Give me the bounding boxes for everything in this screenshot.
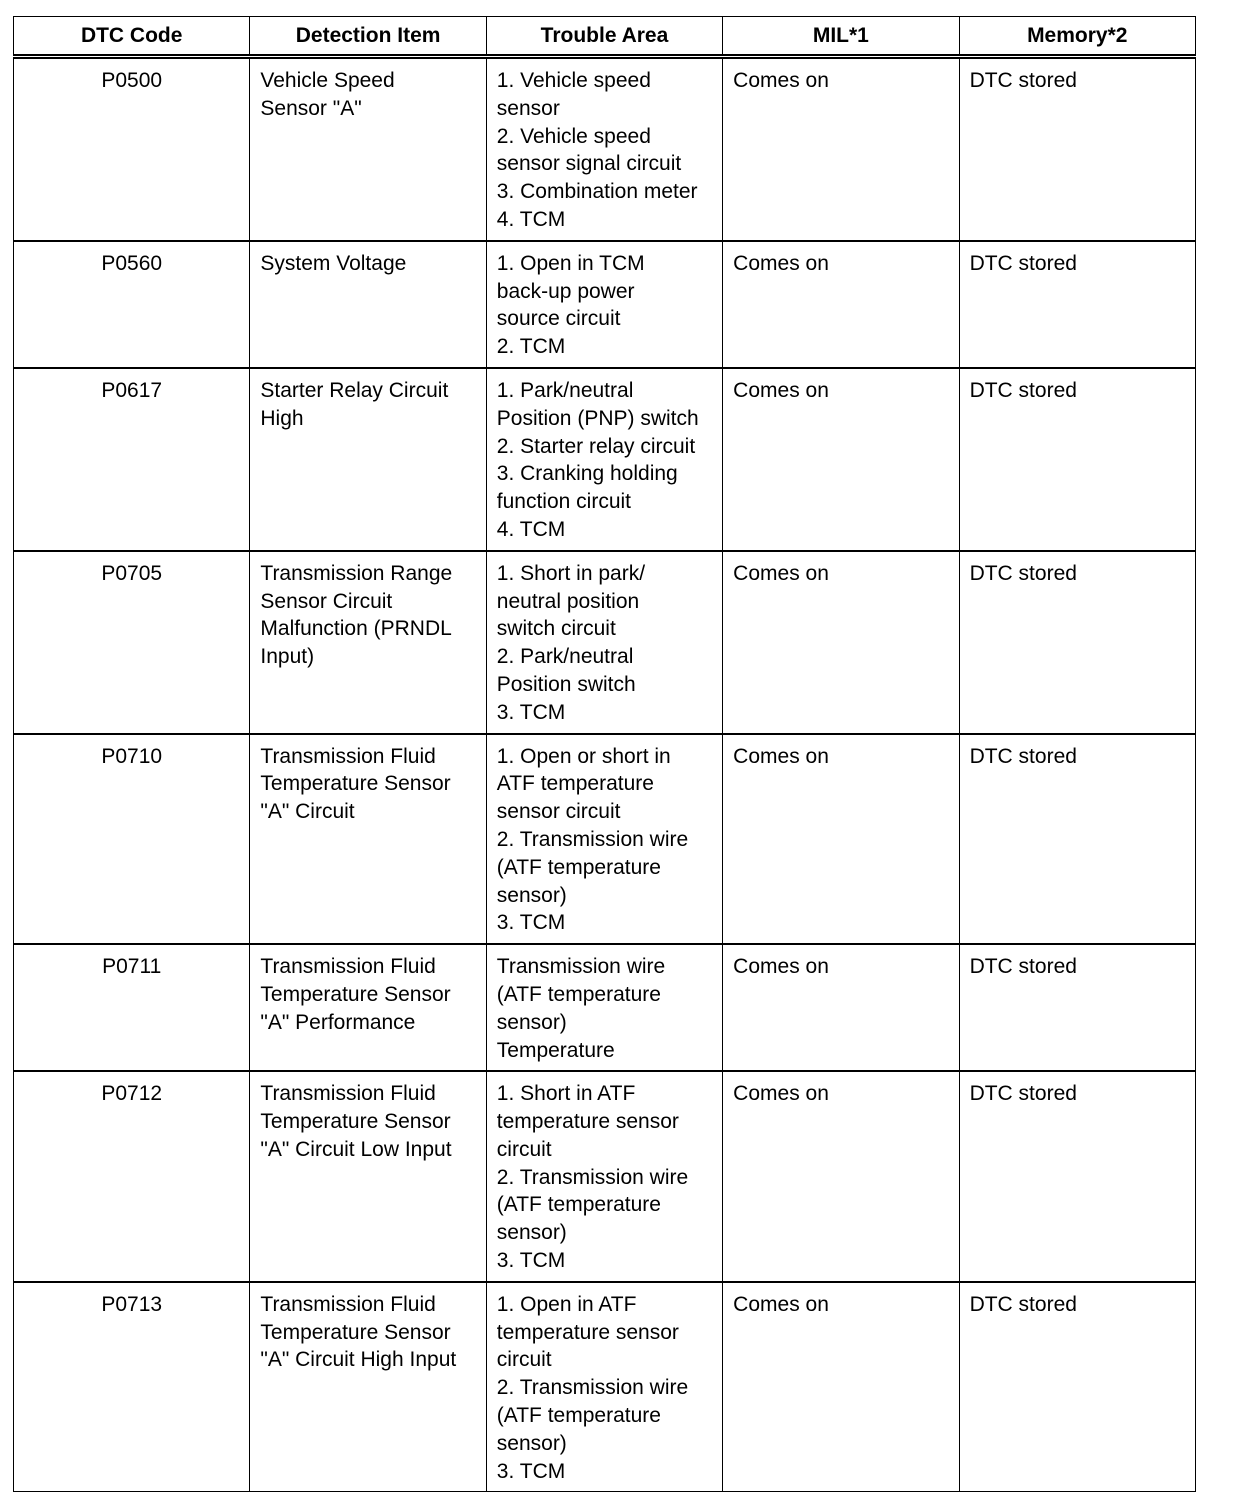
- trouble-area-cell: [486, 551, 722, 734]
- mil-cell: Comes on: [723, 1282, 959, 1492]
- table-row: [14, 551, 1196, 734]
- dtc-code-cell: P0617: [14, 368, 250, 551]
- dtc-code-cell: P0705: [14, 551, 250, 734]
- detection-item-cell-line: Transmission Fluid: [260, 1082, 436, 1106]
- mil-cell: Comes on: [723, 57, 959, 241]
- detection-item-cell: [250, 944, 486, 1071]
- trouble-area-cell-line: (ATF temperature: [496, 982, 661, 1006]
- trouble-area-cell-line: (ATF temperature: [496, 1404, 661, 1428]
- dtc-table: [13, 16, 1196, 1492]
- trouble-area-cell-line: sensor): [496, 1431, 567, 1455]
- mil-cell: Comes on: [723, 944, 959, 1071]
- dtc-code-cell: P0713: [14, 1282, 250, 1492]
- mil-cell: Comes on: [723, 551, 959, 734]
- trouble-area-cell: [486, 734, 722, 945]
- table-row: [14, 1282, 1196, 1492]
- table-header: [14, 17, 1196, 57]
- detection-item-cell-line: System Voltage: [260, 251, 407, 275]
- trouble-area-cell-line: 2. Starter relay circuit: [496, 434, 696, 458]
- trouble-area-cell-line: source circuit: [496, 307, 621, 331]
- detection-item-cell-line: Temperature Sensor: [260, 982, 451, 1006]
- detection-item-cell: [250, 1282, 486, 1492]
- trouble-area-cell: [486, 1071, 722, 1282]
- trouble-area-cell-line: function circuit: [496, 490, 632, 514]
- trouble-area-cell-line: 2. Transmission wire: [496, 1376, 689, 1400]
- detection-item-cell-line: Transmission Fluid: [260, 1292, 436, 1316]
- trouble-area-cell-line: sensor): [496, 1221, 567, 1245]
- trouble-area-cell-line: 3. TCM: [496, 1459, 566, 1483]
- trouble-area-cell-line: sensor circuit: [496, 800, 621, 824]
- table-row: [14, 368, 1196, 551]
- header-memory: Memory*2: [959, 17, 1195, 57]
- detection-item-cell-line: Temperature Sensor: [260, 1110, 451, 1134]
- trouble-area-cell-line: circuit: [496, 1348, 552, 1372]
- trouble-area-cell: [486, 1282, 722, 1492]
- trouble-area-cell-line: (ATF temperature: [496, 855, 661, 879]
- trouble-area-cell-line: ATF temperature: [496, 772, 654, 796]
- trouble-area-cell-line: 2. Vehicle speed: [496, 124, 651, 148]
- detection-item-cell-line: Temperature Sensor: [260, 1320, 451, 1344]
- mil-cell: Comes on: [723, 241, 959, 368]
- mil-cell: Comes on: [723, 368, 959, 551]
- detection-item-cell-line: Sensor "A": [260, 96, 362, 120]
- trouble-area-cell: [486, 368, 722, 551]
- detection-item-cell-line: High: [260, 406, 304, 430]
- detection-item-cell-line: "A" Performance: [260, 1010, 416, 1034]
- trouble-area-cell-line: switch circuit: [496, 617, 616, 641]
- header-trouble-area: Trouble Area: [486, 17, 722, 57]
- table-body: [14, 57, 1196, 1492]
- trouble-area-cell-line: 2. Park/neutral: [496, 645, 634, 669]
- trouble-area-cell: [486, 944, 722, 1071]
- mil-cell: Comes on: [723, 1071, 959, 1282]
- detection-item-cell-line: Transmission Fluid: [260, 744, 436, 768]
- memory-cell: DTC stored: [959, 551, 1195, 734]
- trouble-area-cell-line: 3. Cranking holding: [496, 462, 678, 486]
- detection-item-cell: [250, 241, 486, 368]
- table-row: [14, 734, 1196, 945]
- trouble-area-cell-line: circuit: [496, 1137, 552, 1161]
- trouble-area-cell-line: sensor): [496, 1010, 567, 1034]
- header-row: [14, 17, 1196, 57]
- dtc-code-cell: P0712: [14, 1071, 250, 1282]
- dtc-code-cell: P0711: [14, 944, 250, 1071]
- trouble-area-cell-line: 4. TCM: [496, 207, 566, 231]
- trouble-area-cell-line: Transmission wire: [496, 955, 666, 979]
- header-mil: MIL*1: [723, 17, 959, 57]
- detection-item-cell-line: "A" Circuit: [260, 800, 355, 824]
- detection-item-cell: [250, 1071, 486, 1282]
- detection-item-cell-line: Sensor Circuit: [260, 589, 393, 613]
- trouble-area-cell: [486, 57, 722, 241]
- trouble-area-cell-line: 2. Transmission wire: [496, 1165, 689, 1189]
- table-row: [14, 241, 1196, 368]
- detection-item-cell: [250, 57, 486, 241]
- trouble-area-cell-line: 3. TCM: [496, 1249, 566, 1273]
- memory-cell: DTC stored: [959, 57, 1195, 241]
- trouble-area-cell-line: 3. Combination meter: [496, 180, 698, 204]
- header-dtc-code: DTC Code: [14, 17, 250, 57]
- detection-item-cell: [250, 734, 486, 945]
- trouble-area-cell-line: sensor: [496, 96, 560, 120]
- detection-item-cell-line: Transmission Fluid: [260, 955, 436, 979]
- memory-cell: DTC stored: [959, 944, 1195, 1071]
- table-row: [14, 1071, 1196, 1282]
- trouble-area-cell: [486, 241, 722, 368]
- detection-item-cell-line: Starter Relay Circuit: [260, 378, 449, 402]
- trouble-area-cell-line: 2. TCM: [496, 335, 566, 359]
- detection-item-cell-line: Temperature Sensor: [260, 772, 451, 796]
- detection-item-cell-line: Transmission Range: [260, 561, 453, 585]
- trouble-area-cell-line: temperature sensor: [496, 1110, 679, 1134]
- trouble-area-cell-line: Position switch: [496, 672, 636, 696]
- trouble-area-cell-line: Position (PNP) switch: [496, 406, 699, 430]
- detection-item-cell-line: Input): [260, 645, 315, 669]
- detection-item-cell: [250, 551, 486, 734]
- trouble-area-cell-line: 4. TCM: [496, 517, 566, 541]
- trouble-area-cell-line: temperature sensor: [496, 1320, 679, 1344]
- trouble-area-cell-line: 1. Vehicle speed: [496, 69, 651, 92]
- detection-item-cell-line: "A" Circuit High Input: [260, 1348, 457, 1372]
- header-detection-item: Detection Item: [250, 17, 486, 57]
- trouble-area-cell-line: 3. TCM: [496, 700, 566, 724]
- memory-cell: DTC stored: [959, 734, 1195, 945]
- trouble-area-cell-line: 1. Park/neutral: [496, 378, 634, 402]
- dtc-code-cell: P0710: [14, 734, 250, 945]
- trouble-area-cell-line: sensor): [496, 883, 567, 907]
- trouble-area-cell-line: 2. Transmission wire: [496, 827, 689, 851]
- trouble-area-cell-line: Temperature: [496, 1038, 615, 1062]
- dtc-code-cell: P0560: [14, 241, 250, 368]
- table-row: [14, 944, 1196, 1071]
- trouble-area-cell-line: 1. Short in ATF: [496, 1082, 636, 1106]
- trouble-area-cell-line: 1. Open in ATF: [496, 1292, 637, 1316]
- dtc-code-cell: P0500: [14, 57, 250, 241]
- memory-cell: DTC stored: [959, 368, 1195, 551]
- memory-cell: DTC stored: [959, 1282, 1195, 1492]
- trouble-area-cell-line: back-up power: [496, 279, 635, 303]
- trouble-area-cell-line: 3. TCM: [496, 911, 566, 935]
- trouble-area-cell-line: 1. Short in park/: [496, 561, 646, 585]
- trouble-area-cell-line: sensor signal circuit: [496, 152, 682, 176]
- trouble-area-cell-line: neutral position: [496, 589, 640, 613]
- detection-item-cell-line: Malfunction (PRNDL: [260, 617, 452, 641]
- table-row: [14, 57, 1196, 241]
- detection-item-cell: [250, 368, 486, 551]
- detection-item-cell-line: "A" Circuit Low Input: [260, 1137, 452, 1161]
- trouble-area-cell-line: 1. Open in TCM: [496, 251, 645, 275]
- mil-cell: Comes on: [723, 734, 959, 945]
- memory-cell: DTC stored: [959, 1071, 1195, 1282]
- memory-cell: DTC stored: [959, 241, 1195, 368]
- trouble-area-cell-line: (ATF temperature: [496, 1193, 661, 1217]
- trouble-area-cell-line: 1. Open or short in: [496, 744, 671, 768]
- detection-item-cell-line: Vehicle Speed: [260, 69, 395, 92]
